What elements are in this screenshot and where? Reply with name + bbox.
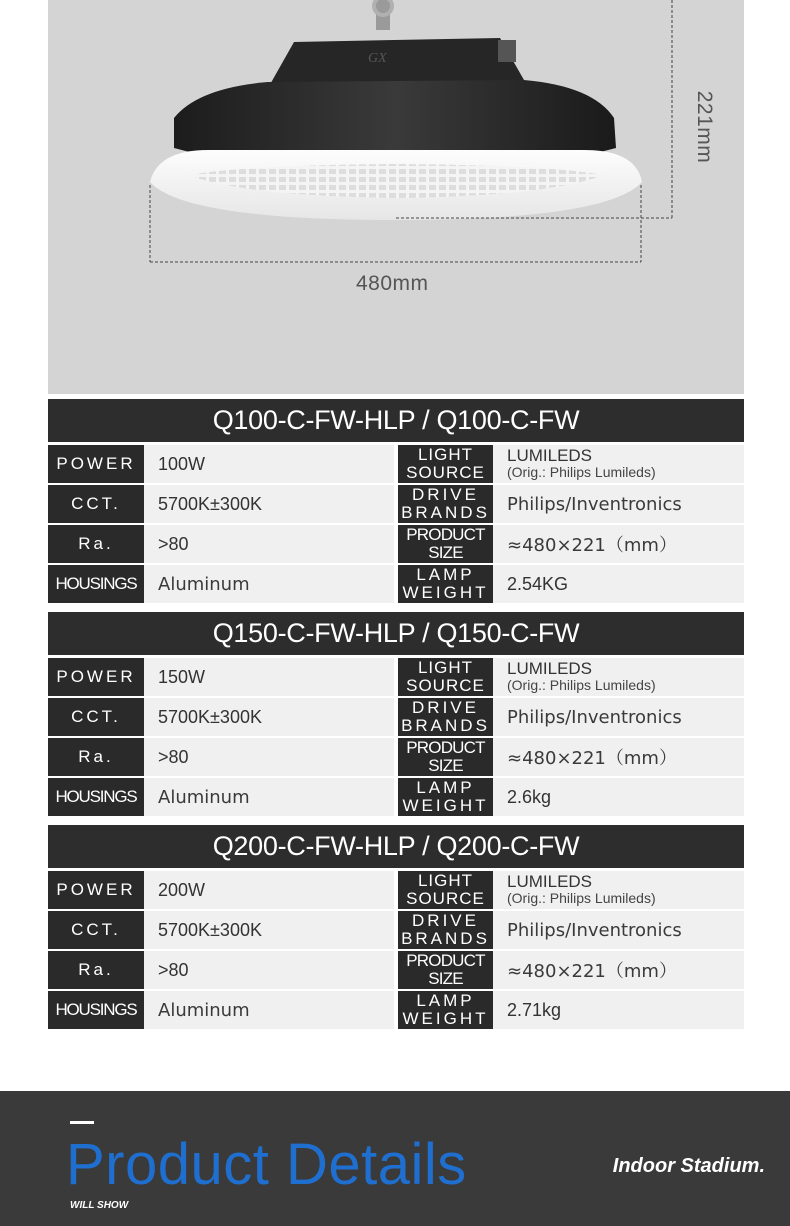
drive-brands-label xyxy=(398,911,493,949)
power-value: 200W xyxy=(144,871,394,909)
power-label: POWER xyxy=(48,658,144,696)
light-source-origin: (Orig.: Philips Lumileds) xyxy=(507,464,656,480)
cct-value: 5700K±300K xyxy=(144,911,394,949)
spec-row-cct xyxy=(48,484,394,524)
drive-brands-value: Philips/Inventronics xyxy=(493,911,744,949)
section-tagline: WILL SHOW xyxy=(70,1200,129,1211)
light-source-origin: (Orig.: Philips Lumileds) xyxy=(507,677,656,693)
product-size-label xyxy=(398,738,493,776)
product-details-banner xyxy=(0,1091,790,1226)
ufo-highbay-lamp-illustration xyxy=(48,0,744,394)
spec-row-drive-brands xyxy=(398,910,744,950)
lamp-weight-label-line1: LAMP xyxy=(416,778,475,797)
spec-row-housings xyxy=(48,990,394,1030)
spec-left-column xyxy=(48,870,394,1030)
light-source-brand: LUMILEDS xyxy=(507,659,593,678)
spec-row-drive-brands xyxy=(398,484,744,524)
lamp-weight-value: 2.6kg xyxy=(493,778,744,816)
spec-row-light-source xyxy=(398,870,744,910)
ra-label: Ra. xyxy=(48,525,144,563)
product-size-value: ≈480×221（mm） xyxy=(493,525,744,563)
light-source-label-line2: SOURCE xyxy=(406,463,485,482)
cct-value: 5700K±300K xyxy=(144,485,394,523)
spec-row-housings xyxy=(48,777,394,817)
product-size-value: ≈480×221（mm） xyxy=(493,951,744,989)
light-source-label-line2: SOURCE xyxy=(406,676,485,695)
spec-row-drive-brands xyxy=(398,697,744,737)
product-size-label-line1: PRODUCT xyxy=(406,525,485,544)
lamp-weight-label-line2: WEIGHT xyxy=(402,1009,489,1028)
light-source-label xyxy=(398,871,493,909)
height-dimension-label: 221mm xyxy=(693,90,716,164)
drive-brands-label-line2: BRANDS xyxy=(401,716,490,735)
power-value: 100W xyxy=(144,445,394,483)
power-label: POWER xyxy=(48,871,144,909)
spec-row-light-source xyxy=(398,444,744,484)
light-source-value xyxy=(493,871,744,909)
drive-brands-label-line2: BRANDS xyxy=(401,503,490,522)
spec-row-light-source xyxy=(398,657,744,697)
brand-mark: GX xyxy=(368,51,387,66)
light-source-label xyxy=(398,658,493,696)
spec-row-ra xyxy=(48,950,394,990)
drive-brands-label-line1: DRIVE xyxy=(412,911,479,930)
spec-row-product-size xyxy=(398,950,744,990)
spec-row-power xyxy=(48,870,394,910)
spec-row-ra xyxy=(48,737,394,777)
housings-value: Aluminum xyxy=(144,778,394,816)
model-title: Q200-C-FW-HLP / Q200-C-FW xyxy=(48,825,744,868)
spec-row-cct xyxy=(48,910,394,950)
title-accent-dash xyxy=(70,1121,94,1124)
power-value: 150W xyxy=(144,658,394,696)
light-source-label-line1: LIGHT xyxy=(417,871,474,890)
lamp-weight-value: 2.54KG xyxy=(493,565,744,603)
drive-brands-value: Philips/Inventronics xyxy=(493,698,744,736)
spec-row-product-size xyxy=(398,524,744,564)
spec-left-column xyxy=(48,657,394,817)
power-label: POWER xyxy=(48,445,144,483)
drive-brands-value: Philips/Inventronics xyxy=(493,485,744,523)
product-size-label-line2: SIZE xyxy=(428,543,463,562)
product-size-label-line2: SIZE xyxy=(428,756,463,775)
spec-row-lamp-weight xyxy=(398,777,744,817)
ra-label: Ra. xyxy=(48,738,144,776)
cct-label: CCT. xyxy=(48,698,144,736)
application-label: Indoor Stadium. xyxy=(612,1155,765,1177)
lamp-weight-label xyxy=(398,565,493,603)
light-source-label-line1: LIGHT xyxy=(417,445,474,464)
lamp-weight-label-line1: LAMP xyxy=(416,991,475,1010)
drive-brands-label-line2: BRANDS xyxy=(401,929,490,948)
light-source-origin: (Orig.: Philips Lumileds) xyxy=(507,890,656,906)
spec-row-product-size xyxy=(398,737,744,777)
drive-brands-label xyxy=(398,485,493,523)
product-size-label-line2: SIZE xyxy=(428,969,463,988)
spec-block-q100 xyxy=(48,399,744,607)
spec-row-housings xyxy=(48,564,394,604)
housings-label: HOUSINGS xyxy=(48,778,144,816)
lamp-weight-value: 2.71kg xyxy=(493,991,744,1029)
ra-value: >80 xyxy=(144,951,394,989)
drive-brands-label xyxy=(398,698,493,736)
spec-right-column xyxy=(398,444,744,604)
cable-gland xyxy=(498,40,516,62)
spec-block-q150 xyxy=(48,612,744,820)
product-image xyxy=(48,0,744,394)
light-source-brand: LUMILEDS xyxy=(507,872,593,891)
spec-row-lamp-weight xyxy=(398,564,744,604)
ra-label: Ra. xyxy=(48,951,144,989)
spec-row-power xyxy=(48,444,394,484)
light-source-brand: LUMILEDS xyxy=(507,446,593,465)
lamp-weight-label xyxy=(398,991,493,1029)
product-size-label xyxy=(398,951,493,989)
spec-row-ra xyxy=(48,524,394,564)
lamp-weight-label-line2: WEIGHT xyxy=(402,583,489,602)
drive-brands-label-line1: DRIVE xyxy=(412,698,479,717)
section-title: Product Details xyxy=(66,1132,467,1197)
housings-value: Aluminum xyxy=(144,991,394,1029)
product-size-label xyxy=(398,525,493,563)
product-size-label-line1: PRODUCT xyxy=(406,738,485,757)
spec-left-column xyxy=(48,444,394,604)
lamp-weight-label xyxy=(398,778,493,816)
light-source-label xyxy=(398,445,493,483)
drive-brands-label-line1: DRIVE xyxy=(412,485,479,504)
product-size-label-line1: PRODUCT xyxy=(406,951,485,970)
spec-right-column xyxy=(398,657,744,817)
light-source-value xyxy=(493,658,744,696)
spec-right-column xyxy=(398,870,744,1030)
housings-label: HOUSINGS xyxy=(48,991,144,1029)
model-title: Q100-C-FW-HLP / Q100-C-FW xyxy=(48,399,744,442)
spec-row-cct xyxy=(48,697,394,737)
light-source-label-line1: LIGHT xyxy=(417,658,474,677)
housings-label: HOUSINGS xyxy=(48,565,144,603)
spec-row-lamp-weight xyxy=(398,990,744,1030)
spec-row-power xyxy=(48,657,394,697)
lamp-weight-label-line1: LAMP xyxy=(416,565,475,584)
spec-block-q200 xyxy=(48,825,744,1033)
housings-value: Aluminum xyxy=(144,565,394,603)
ra-value: >80 xyxy=(144,525,394,563)
cct-label: CCT. xyxy=(48,911,144,949)
width-dimension-label: 480mm xyxy=(356,272,429,295)
product-size-value: ≈480×221（mm） xyxy=(493,738,744,776)
light-source-value xyxy=(493,445,744,483)
lamp-weight-label-line2: WEIGHT xyxy=(402,796,489,815)
model-title: Q150-C-FW-HLP / Q150-C-FW xyxy=(48,612,744,655)
cct-label: CCT. xyxy=(48,485,144,523)
ra-value: >80 xyxy=(144,738,394,776)
cct-value: 5700K±300K xyxy=(144,698,394,736)
light-source-label-line2: SOURCE xyxy=(406,889,485,908)
